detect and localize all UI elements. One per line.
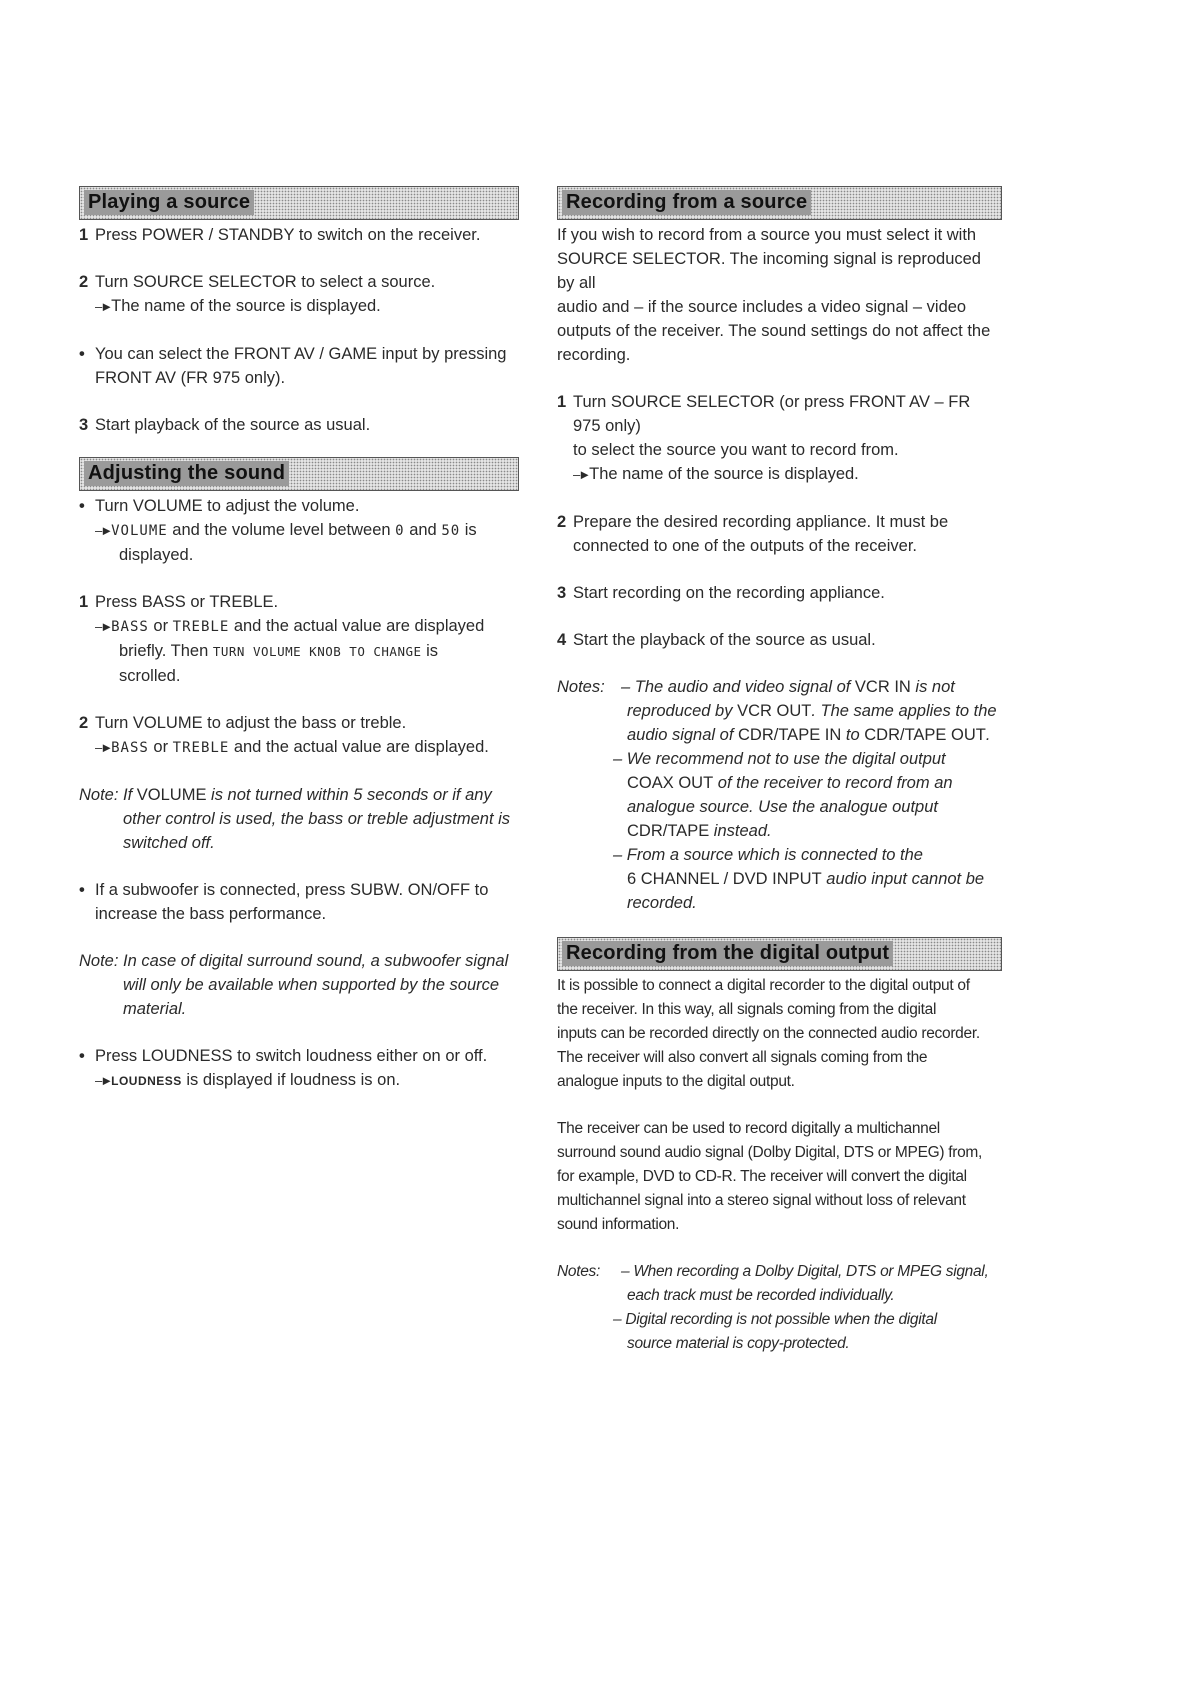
recording-step-2: 2 Prepare the desired recording appliance. It must be connected to one of the outputs of the receiver. [557,510,1002,558]
display-text: TREBLE [172,619,230,635]
adjusting-bullet-3: • Press LOUDNESS to switch loudness either on or off. –►LOUDNESS is displayed if loudness is on. [79,1044,519,1093]
section-heading-recording [557,186,1002,220]
recording-intro: If you wish to record from a source you must select it with SOURCE SELECTOR. The incoming signal is reproduced by all audio and – if the source includes a video signal – video outputs of the receiver. The sound settings do not affect the recording. [557,226,991,364]
arrow-right-icon: –► [95,523,112,538]
adjusting-step-1: 1 Press BASS or TREBLE. –►BASS or TREBLE and the actual value are displayed briefly. Then TURN VOLUME KNOB TO CHANGE is scrolled. [79,590,519,688]
step-number: 2 [79,714,89,732]
display-text: BASS [111,619,149,635]
step-number: 4 [557,631,567,649]
display-text: BASS [111,740,149,756]
playing-step-3 [79,413,519,437]
adjusting-bullet-1: • Turn VOLUME to adjust the volume. –►VOLUME and the volume level between 0 and 50 is displayed. [79,494,519,567]
step-number: 1 [79,593,89,611]
left-column [79,186,519,1093]
display-text: 0 [395,523,405,539]
step-result: –►BASS or TREBLE and the actual value are displayed. [95,735,519,760]
adjusting-bullet-2: • If a subwoofer is connected, press SUBW. ON/OFF to increase the bass performance. [79,878,519,926]
step-number: 2 [557,513,567,531]
step-text: Turn SOURCE SELECTOR to select a source. [95,273,436,291]
recording-step-4: 4 Start the playback of the source as usual. [557,628,1002,652]
note-volume: Note: If VOLUME is not turned within 5 seconds or if any other control is used, the bass or treble adjustment is switched off. [79,786,511,852]
heading-adjusting-label: Adjusting the sound [84,461,289,486]
bullet-icon: • [79,345,85,363]
note-subwoofer: Note: In case of digital surround sound, a subwoofer signal will only be available when supported by the source material. [79,952,509,1018]
step-text: Press POWER / STANDBY to switch on the receiver. [95,226,481,244]
arrow-right-icon: –► [95,1073,112,1088]
display-text: TREBLE [172,740,230,756]
section-heading-playing [79,186,519,220]
step-result: –►LOUDNESS is displayed if loudness is on. [95,1068,519,1093]
step-number: 2 [79,273,89,291]
display-text: 50 [441,523,461,539]
digital-notes: Notes: – When recording a Dolby Digital, DTS or MPEG signal, each track must be recorded individually. – Digital recording is not possible when the digital source material is copy-protected. [557,1263,989,1352]
arrow-right-icon: –► [95,740,112,755]
step-result: –►The name of the source is displayed. [573,462,1002,487]
step-number: 3 [557,584,567,602]
digital-para-1: It is possible to connect a digital recorder to the digital output of the receiver. In this way, all signals coming from the digital inputs can be recorded directly on the connected audio recorder. The receiver will also convert all signals coming from the analogue inputs to the digital output. [557,977,980,1090]
step-result: –►VOLUME and the volume level between 0 and 50 is [95,518,519,543]
bullet-icon: • [79,497,85,515]
step-number: 1 [79,226,89,244]
recording-step-3: 3 Start recording on the recording appliance. [557,581,1002,605]
step-result: –►The name of the source is displayed. [95,294,519,319]
playing-bullet-1: • You can select the FRONT AV / GAME input by pressing FRONT AV (FR 975 only). [79,342,519,390]
adjusting-step-2: 2 Turn VOLUME to adjust the bass or treble. –►BASS or TREBLE and the actual value are displayed. [79,711,519,760]
right-column [557,186,1002,1356]
digital-para-2: The receiver can be used to record digitally a multichannel surround sound audio signal (Dolby Digital, DTS or MPEG) from, for example, DVD to CD-R. The receiver will convert the digital multichannel signal into a stereo signal without loss of relevant sound information. [557,1120,983,1233]
heading-playing-label: Playing a source [84,190,254,215]
playing-step-2 [79,270,519,319]
recording-step-1: 1 Turn SOURCE SELECTOR (or press FRONT AV – FR 975 only) to select the source you want to record from. –►The name of the source is displayed. [557,390,1002,487]
bullet-icon: • [79,881,85,899]
step-result: –►BASS or TREBLE and the actual value are displayed [95,614,519,639]
step-number: 1 [557,393,567,411]
bullet-icon: • [79,1047,85,1065]
heading-recording-label: Recording from a source [562,190,811,215]
section-heading-digital [557,937,1002,971]
section-heading-adjusting [79,457,519,491]
arrow-right-icon: –► [95,299,112,314]
playing-step-1 [79,223,519,247]
arrow-right-icon: –► [95,619,112,634]
display-text: LOUDNESS [111,1074,182,1088]
step-number: 3 [79,416,89,434]
arrow-right-icon: –► [573,467,590,482]
display-text: VOLUME [111,523,168,539]
heading-digital-label: Recording from the digital output [562,941,893,966]
display-text: TURN VOLUME KNOB TO CHANGE [212,644,422,659]
recording-notes: Notes: – The audio and video signal of VCR IN is not reproduced by VCR OUT. The same applies to the audio signal of CDR/TAPE IN to CDR/TAPE OUT. – We recommend not to use the digital output COAX OUT of the receiver to record from an analogue source. Use the analogue output CDR/TAPE instead. – From a source which is connected to the 6 CHANNEL / DVD INPUT audio input cannot be recorded. [557,678,997,912]
step-text: Start playback of the source as usual. [95,416,371,434]
